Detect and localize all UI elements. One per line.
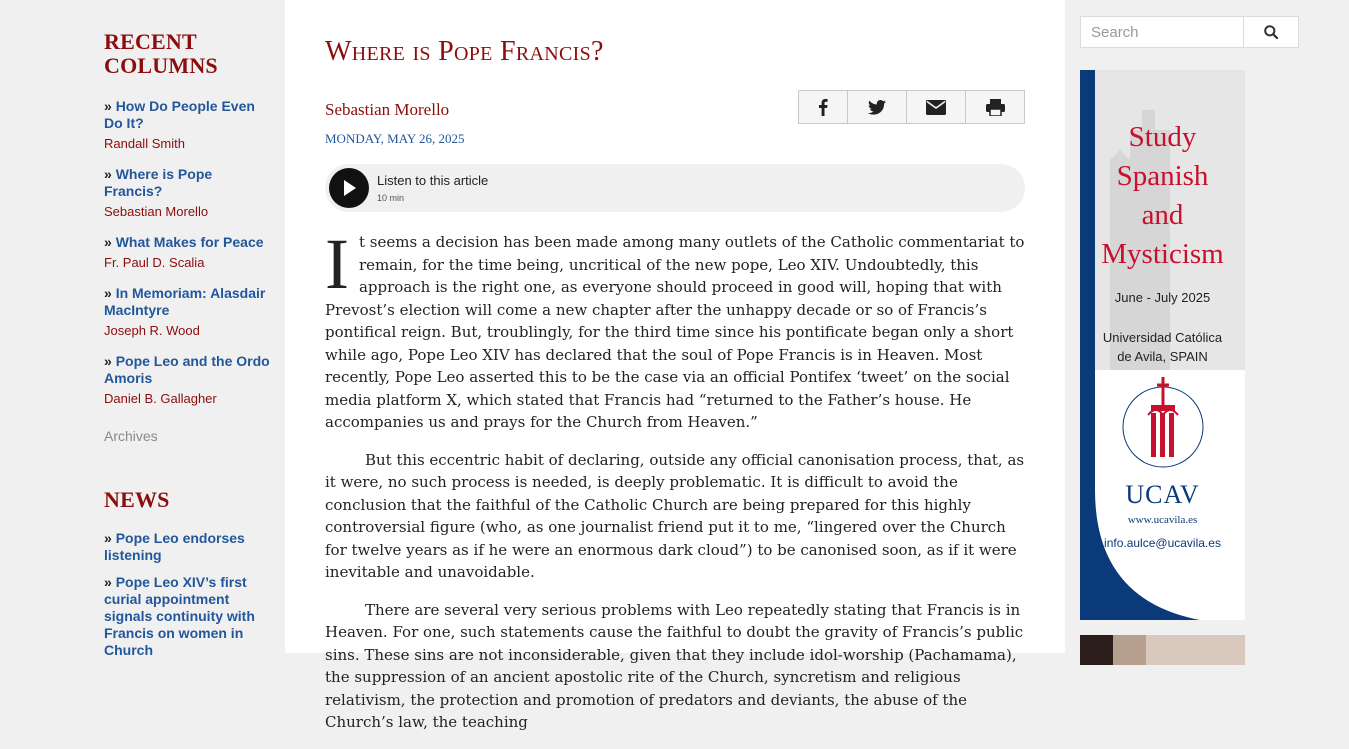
dropcap: I — [325, 224, 349, 304]
right-sidebar — [1065, 0, 1349, 653]
column-author[interactable]: Sebastian Morello — [104, 204, 209, 219]
list-item — [104, 98, 274, 151]
paragraph: It seems a decision has been made among many outlets of the Catholic commentariat to remain, for the time being, uncritical of the new pope, Leo XIV. Undoubtedly, this approach is the right one, as everyone should proceed in good will, hoping that with Prevost’s election will come a new chapter after the unhappy decade or so of Francis’s pontifical reign. But, troublingly, for the third time since his pontificate began only a short while ago, Pope Leo XIV has declared that the soul of Pope Francis is in Heaven. Most recently, Pope Leo asserted this to be the case via an official Pontifex ‘tweet’ on the social media platform X, which stated that Francis had “returned to the Father’s house. He accompanies us and prays for the Church from Heaven.” — [325, 224, 1025, 431]
news-link[interactable]: » Pope Leo XIV’s first curial appointment signals continuity with Francis on women in Church — [104, 574, 255, 658]
news-list — [104, 530, 274, 659]
list-item — [104, 353, 274, 406]
paragraph: There are several very serious problems with Leo repeatedly stating that Francis is in Heaven. For one, such statements cause the faithful to doubt the gravity of Francis’s public sins. These sins are not inconsiderable, given that they include idol-worship (Pachamama), the suppression of an ancient apostolic rite of the Church, syncretism and religious relativism, the protection and promotion of predators and deviants, the abuse of the Church’s law, the teaching — [325, 600, 1024, 731]
ad-headline-1: Study — [1128, 121, 1197, 153]
article-body — [325, 224, 1025, 749]
play-icon — [342, 180, 356, 196]
ad-acronym: UCAV — [1125, 480, 1200, 509]
list-item — [104, 530, 274, 564]
player-label: Listen to this article — [377, 173, 489, 188]
column-link[interactable]: » What Makes for Peace — [104, 234, 264, 250]
column-link[interactable]: » In Memoriam: Alasdair MacIntyre — [104, 285, 266, 318]
ad-headline-4: Mysticism — [1101, 238, 1224, 270]
list-item — [104, 234, 274, 270]
article — [325, 0, 1025, 731]
paragraph: But this eccentric habit of declaring, outside any official canonisation process, that, as it were, no such process is needed, is deeply problematic. It is difficult to avoid the conclusion that the faithful of the Catholic Church are being prepared for this highly controversial figure (who, as one journalist friend put it to me, “lingered over the Church for twelve years as if he were an enormous dark cloud”) to be canonised soon, as if it were inevitable and unavoidable. — [325, 450, 1025, 581]
news-link[interactable]: » Pope Leo endorses listening — [104, 530, 245, 563]
email-icon — [926, 100, 946, 115]
recent-columns-title: RECENT COLUMNS — [104, 29, 218, 78]
ad-website: www.ucavila.es — [1127, 514, 1198, 526]
news-title: NEWS — [104, 487, 170, 512]
facebook-icon — [818, 98, 828, 116]
audio-player — [325, 164, 1025, 212]
ad-location: de Avila, SPAIN — [1117, 349, 1208, 364]
facebook-share-button[interactable] — [799, 91, 848, 123]
ad-university: Universidad Católica — [1102, 330, 1223, 345]
print-button[interactable] — [966, 91, 1024, 123]
ad-headline-3: and — [1141, 199, 1184, 231]
ucav-seal-icon — [1118, 375, 1208, 475]
search-button[interactable] — [1243, 16, 1299, 48]
article-author[interactable]: Sebastian Morello — [325, 100, 450, 119]
column-link[interactable]: » Pope Leo and the Ordo Amoris — [104, 353, 270, 386]
left-sidebar — [0, 0, 285, 658]
column-author[interactable]: Fr. Paul D. Scalia — [104, 255, 205, 270]
search-icon — [1264, 25, 1278, 39]
share-bar — [798, 90, 1025, 124]
recent-columns-list — [104, 98, 274, 406]
article-title: Where is Pope Francis? — [325, 36, 604, 67]
column-link[interactable]: » How Do People Even Do It? — [104, 98, 255, 131]
column-link[interactable]: » Where is Pope Francis? — [104, 166, 213, 199]
search-input[interactable] — [1080, 16, 1244, 48]
ad-banner[interactable] — [1080, 70, 1245, 620]
ad-thumbnail[interactable] — [1080, 635, 1245, 665]
ad-dates: June - July 2025 — [1114, 290, 1211, 305]
list-item — [104, 285, 274, 338]
archives-link[interactable]: Archives — [104, 428, 158, 444]
player-duration: 10 min — [377, 193, 405, 203]
list-item — [104, 166, 274, 219]
article-date: MONDAY, MAY 26, 2025 — [325, 131, 465, 146]
column-author[interactable]: Daniel B. Gallagher — [104, 391, 217, 406]
column-author[interactable]: Joseph R. Wood — [104, 323, 200, 338]
email-share-button[interactable] — [907, 91, 966, 123]
twitter-share-button[interactable] — [848, 91, 907, 123]
ad-headline-2: Spanish — [1116, 160, 1209, 192]
play-button[interactable] — [329, 168, 369, 208]
column-author[interactable]: Randall Smith — [104, 136, 185, 151]
print-icon — [986, 99, 1005, 116]
twitter-icon — [868, 100, 886, 115]
ad-email: info.aulce@ucavila.es — [1104, 536, 1221, 550]
main-content — [285, 0, 1065, 731]
list-item — [104, 574, 274, 659]
